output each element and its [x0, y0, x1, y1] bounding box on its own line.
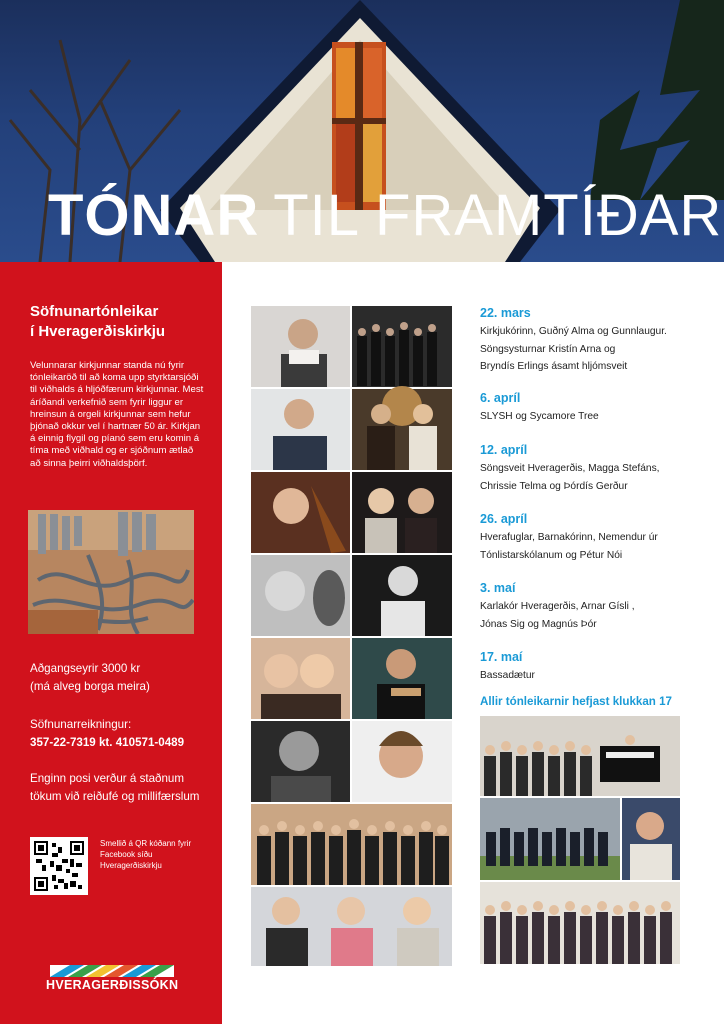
- event-desc-line: Bryndís Erlings ásamt hljómsveit: [480, 361, 628, 372]
- page-title: [48, 180, 723, 251]
- account-label: Söfnunarreikningur:: [30, 718, 132, 731]
- event-date: 3. maí: [480, 581, 516, 595]
- qr-code[interactable]: [30, 837, 88, 895]
- event-item: [480, 442, 705, 495]
- collage-graphic: [251, 306, 452, 966]
- event-desc-line: Söngsveit Hveragerðis, Magga Stefáns,: [480, 463, 660, 474]
- event-description: [480, 667, 705, 685]
- event-desc-line: Söngsysturnar Kristín Arna og: [480, 343, 616, 355]
- payment-line1: Enginn posi verður á staðnum: [30, 772, 185, 785]
- event-description: [480, 460, 705, 495]
- qr-caption: Smellið á QR kóðann fyrir Facebook síðu Hveragerðiskirkju: [100, 839, 192, 870]
- event-desc-line: Bassadætur: [480, 670, 535, 681]
- event-item: [480, 305, 705, 376]
- qr-code-icon: [34, 841, 84, 891]
- event-date: 6. apríl: [480, 391, 521, 405]
- event-desc-line: Kirkjukórinn, Guðný Alma og Gunnlaugur.: [480, 326, 667, 337]
- sidebar-heading: [30, 302, 210, 342]
- parish-logo-icon: [50, 965, 174, 977]
- event-desc-line: Jónas Sig og Magnús Þór: [480, 618, 597, 630]
- account-info: [30, 716, 210, 752]
- performer-photo-collage: [251, 306, 452, 966]
- payment-info: [30, 770, 210, 806]
- event-description: [480, 323, 705, 376]
- sidebar-intro: Velunnarar kirkjunnar standa nú fyrir tónleikaröð til að koma upp styrktarsjóði til viðhalds á hljóðfærum kirkjunnar. Mest áríðandi verkefnið sem fyrir liggur er hreinsun á orgeli kirkjunnar sem hefur þjónað okkur vel í hartnær 50 ár. Kirkjan á einnig flygil og píanó sem eru komin á tíma með viðhald og er sjóðnum ætlað að sinna þeirri viðhaldsþörf.: [30, 360, 204, 469]
- event-description: [480, 408, 705, 426]
- event-desc-line: Tónlistarskólanum og Pétur Nói: [480, 549, 623, 561]
- admission-info: [30, 660, 210, 696]
- event-item: [480, 390, 705, 426]
- title-bold: TÓNAR: [48, 183, 260, 248]
- event-description: [480, 598, 705, 633]
- organ-pipes-photo: [28, 510, 194, 634]
- start-time-note: Allir tónleikarnir hefjast klukkan 17: [480, 695, 673, 708]
- event-date: 22. mars: [480, 306, 531, 320]
- title-light: TIL FRAMTÍÐAR: [273, 183, 723, 248]
- admission-line1: Aðgangseyrir 3000 kr: [30, 662, 141, 675]
- event-desc-line: Hverafuglar, Barnakórinn, Nemendur úr: [480, 532, 658, 543]
- event-desc-line: Karlakór Hveragerðis, Arnar Gísli ,: [480, 601, 635, 612]
- event-date: 12. apríl: [480, 443, 528, 457]
- event-item: [480, 649, 705, 685]
- parish-logo-text: HVERAGERÐISSÓKN: [46, 978, 179, 992]
- event-desc-line: SLYSH og Sycamore Tree: [480, 411, 599, 422]
- sidebar-heading-line2: í Hveragerðiskirkju: [30, 323, 166, 340]
- event-date: 26. apríl: [480, 512, 528, 526]
- event-desc-line: Chrissie Telma og Þórdís Gerður: [480, 480, 628, 492]
- event-item: [480, 580, 705, 633]
- group-photos: [480, 716, 680, 964]
- payment-line2: tökum við reiðufé og millifærslum: [30, 790, 200, 803]
- sidebar-heading-line1: Söfnunartónleikar: [30, 303, 159, 320]
- account-number: 357-22-7319 kt. 410571-0489: [30, 736, 185, 749]
- event-item: [480, 511, 705, 564]
- header-banner: [0, 0, 724, 262]
- event-date: 17. maí: [480, 650, 523, 664]
- event-description: [480, 529, 705, 564]
- sidebar: [0, 262, 222, 1024]
- admission-line2: (má alveg borga meira): [30, 680, 150, 693]
